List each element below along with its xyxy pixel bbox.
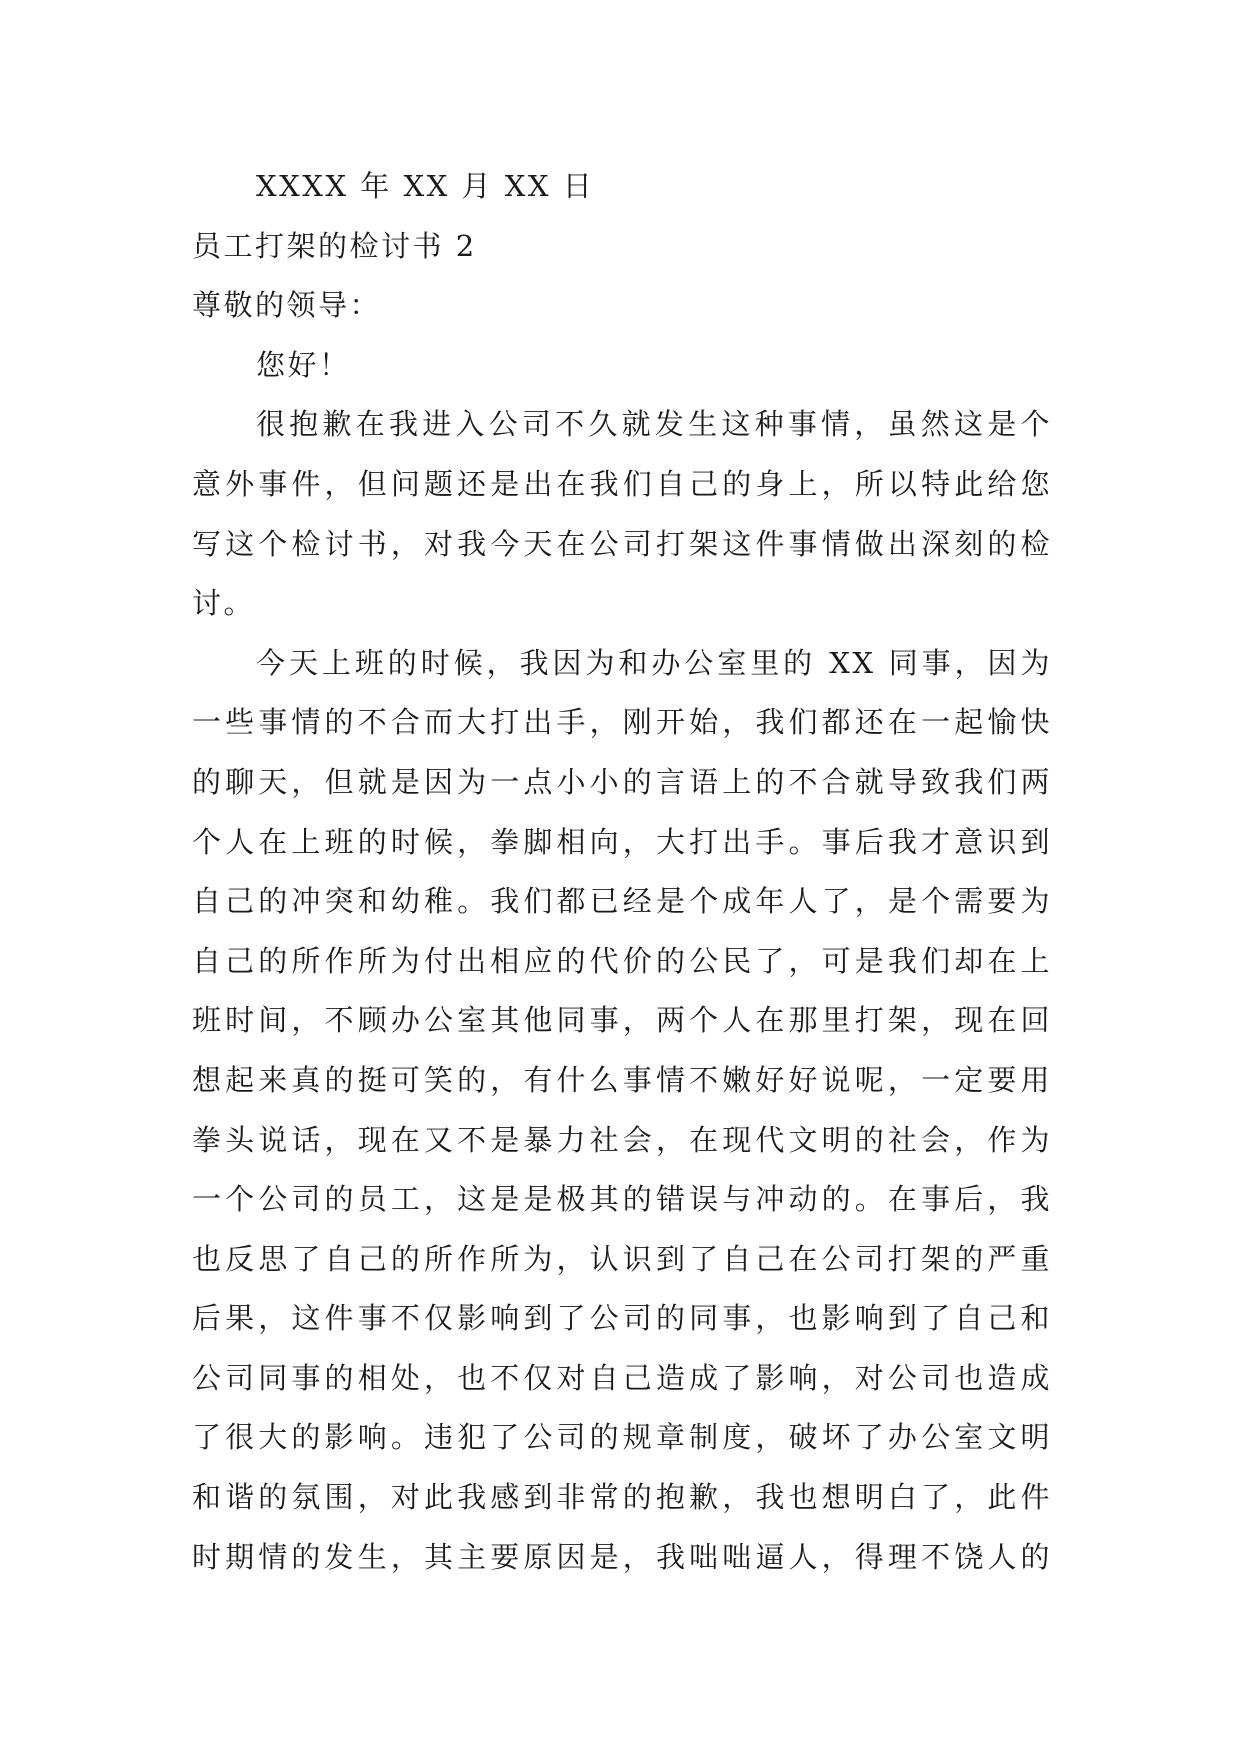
paragraph-line: 个人在上班的时候，拳脚相向，大打出手。事后我才意识到 — [192, 824, 1052, 859]
paragraph-line: 和谐的氛围，对此我感到非常的抱歉，我也想明白了，此件 — [192, 1480, 1052, 1515]
paragraph-line: 后果，这件事不仅影响到了公司的同事，也影响到了自己和 — [192, 1301, 1052, 1336]
paragraph-line: 公司同事的相处，也不仅对自己造成了影响，对公司也造成 — [192, 1360, 1052, 1395]
paragraph-line: 班时间，不顾办公室其他同事，两个人在那里打架，现在回 — [192, 1003, 1052, 1038]
paragraph-line: 很抱歉在我进入公司不久就发生这种事情，虽然这是个 — [256, 407, 1052, 442]
paragraph-line: 讨。 — [192, 586, 256, 621]
paragraph-line: 意外事件，但问题还是出在我们自己的身上，所以特此给您 — [192, 466, 1052, 501]
paragraph-line: 一些事情的不合而大打出手，刚开始，我们都还在一起愉快 — [192, 705, 1052, 740]
paragraph-line: 了很大的影响。违犯了公司的规章制度，破坏了办公室文明 — [192, 1420, 1052, 1455]
paragraph-line: 一个公司的员工，这是是极其的错误与冲动的。在事后，我 — [192, 1182, 1052, 1217]
paragraph-line: 的聊天，但就是因为一点小小的言语上的不合就导致我们两 — [192, 764, 1052, 799]
paragraph-line: 自己的所作所为付出相应的代价的公民了，可是我们却在上 — [192, 943, 1052, 978]
document-title: 员工打架的检讨书 2 — [192, 228, 477, 263]
date-line: XXXX 年 XX 月 XX 日 — [256, 169, 595, 203]
paragraph-line: 时期情的发生，其主要原因是，我咄咄逼人，得理不饶人的 — [192, 1539, 1052, 1574]
paragraph-line: 自己的冲突和幼稚。我们都已经是个成年人了，是个需要为 — [192, 884, 1052, 919]
salutation: 尊敬的领导： — [192, 288, 382, 323]
paragraph-line: 也反思了自己的所作所为，认识到了自己在公司打架的严重 — [192, 1241, 1052, 1276]
document-body — [192, 157, 1052, 1587]
paragraph-line: 想起来真的挺可笑的，有什么事情不嫩好好说呢，一定要用 — [192, 1062, 1052, 1097]
greeting: 您好！ — [256, 347, 351, 382]
paragraph-line: 拳头说话，现在又不是暴力社会，在现代文明的社会，作为 — [192, 1122, 1052, 1157]
paragraph-1 — [192, 395, 1052, 633]
paragraph-2 — [192, 634, 1052, 1588]
paragraph-line: 写这个检讨书，对我今天在公司打架这件事情做出深刻的检 — [192, 526, 1052, 561]
paragraph-line: 今天上班的时候，我因为和办公室里的 XX 同事，因为 — [256, 645, 1052, 680]
